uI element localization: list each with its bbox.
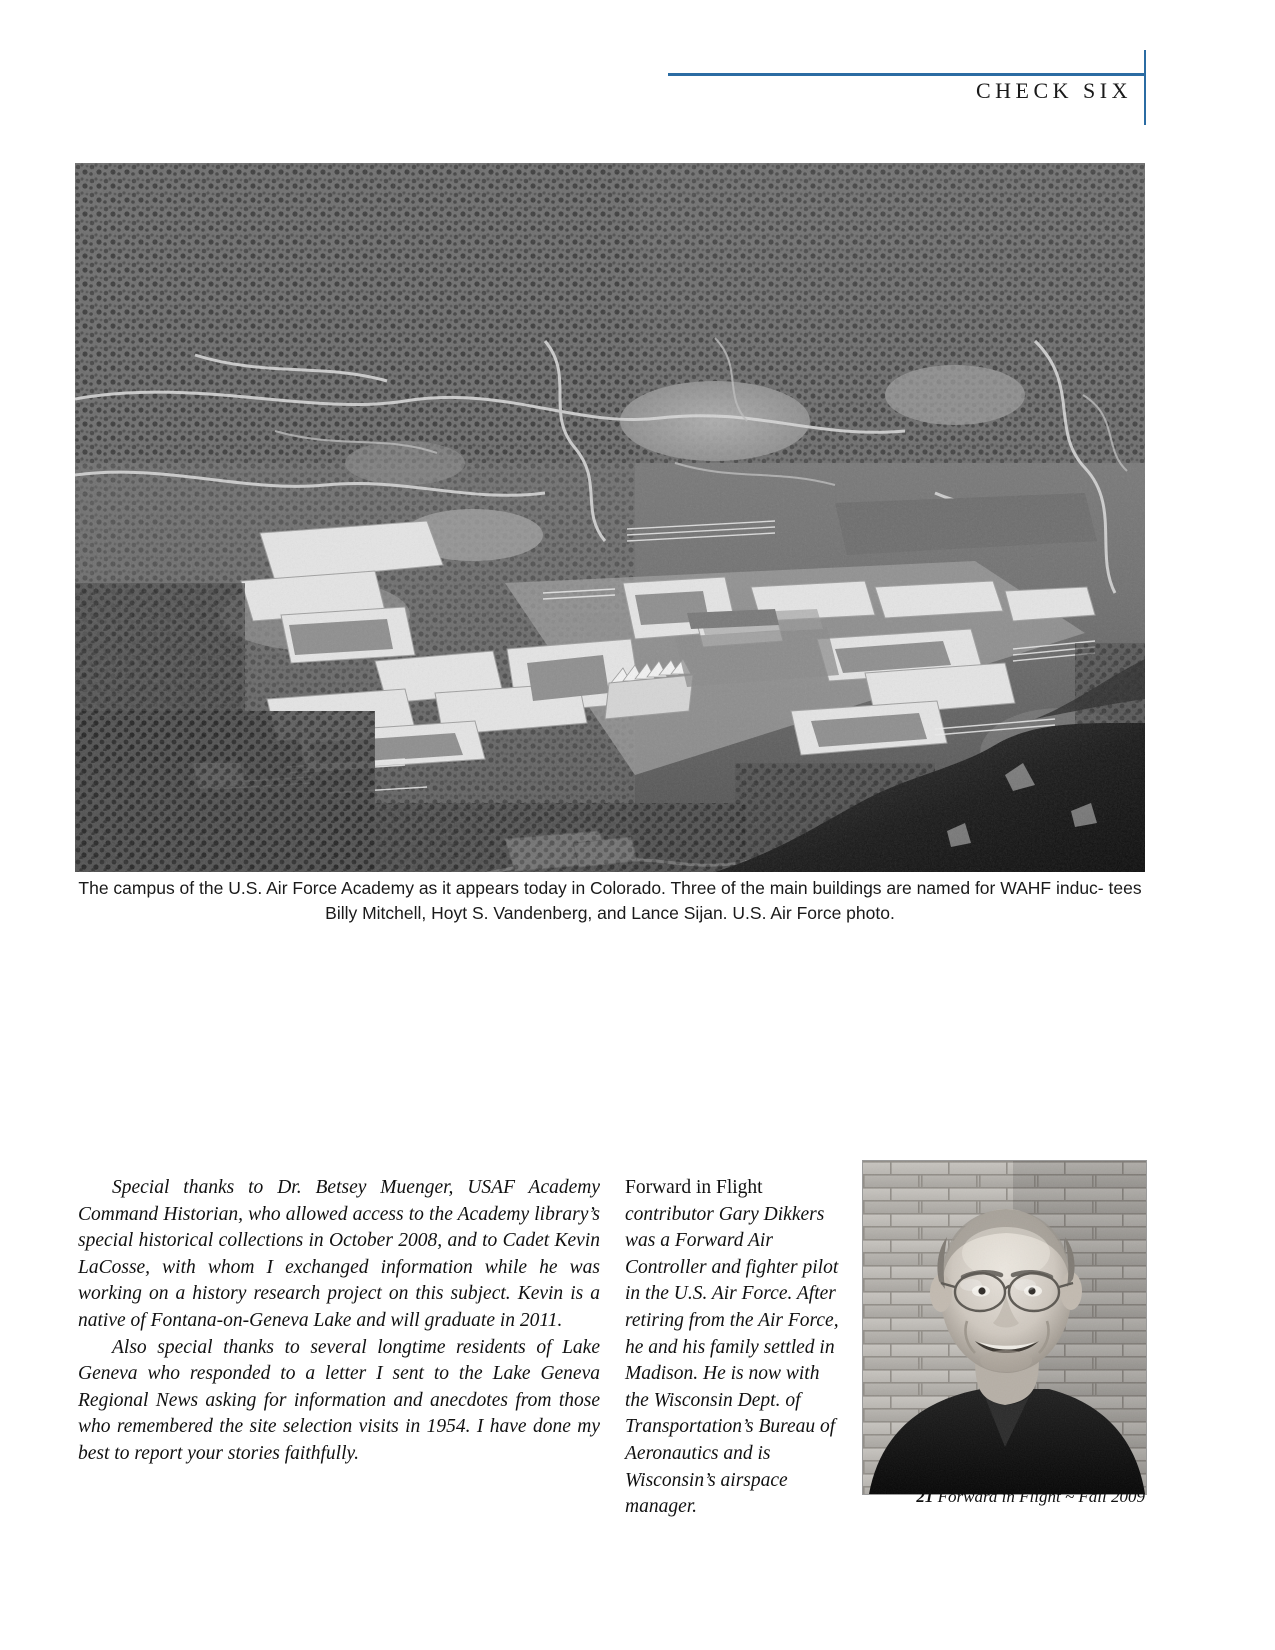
acknowledgements-paragraph-1: Special thanks to Dr. Betsey Muenger, USAF Academy Command Historian, who allowed access to the Academy library’s special historical collections in October 2008, and to Cadet Kevin LaCosse, with whom I exchanged information while he was working on a history research project on this subject. Kevin is a native of Fontana-on-Geneva Lake and will graduate in 2011. [78,1177,600,1331]
page-number: 21 [916,1487,934,1506]
acknowledgements-paragraph-2: Also special thanks to several longtime residents of Lake Geneva who responded to a letter I sent to the Lake Geneva Regional News asking for information and anecdotes from those who remembered the site selection visits in 1954. I have done my best to report your stories faithfully. [78,1336,600,1464]
publication-name: Forward in Flight [625,1177,763,1198]
photo-caption [75,876,1145,926]
author-bio-text: contributor Gary Dikkers was a Forward Air Controller and fighter pilot in the U.S. Air Force. After retiring from the Air Force, he and his family settled in Madison. He is now with the Wisconsin Dept. of Transportation’s Bureau of Aeronautics and is Wisconsin’s airspace manager. [625,1203,839,1518]
acknowledgements-column [78,1175,600,1468]
header-vertical-rule [1144,50,1146,125]
caption-line-1: The campus of the U.S. Air Force Academy as it appears today in Colorado. Three of the main buildings are named for WAHF induc- [78,878,1104,898]
page-footer [700,1487,1145,1507]
header-horizontal-rule [668,73,1146,76]
caption-line-2: tees Billy Mitchell, Hoyt S. Vandenberg, and Lance Sijan. U.S. Air Force photo. [325,878,1142,923]
author-bio-column [625,1175,843,1521]
page-header [0,0,1275,140]
footer-publication-line: Forward in Flight ~ Fall 2009 [933,1487,1145,1506]
page-section-title: CHECK SIX [975,78,1132,103]
usaf-academy-aerial-photo [75,163,1145,872]
gary-dikkers-portrait [862,1160,1147,1495]
